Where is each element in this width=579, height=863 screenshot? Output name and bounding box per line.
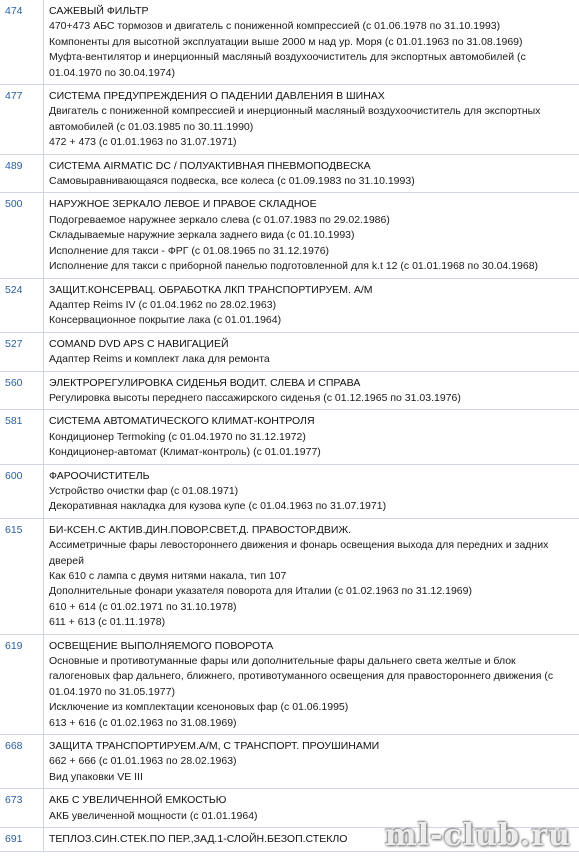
option-code[interactable]: 668 — [0, 735, 44, 789]
option-detail-line: АКБ увеличенной мощности (с 01.01.1964) — [49, 809, 258, 822]
option-detail-line: Ассиметричные фары левостороннего движения и фонарь освещения выхода для передних и задних дверей — [49, 539, 549, 567]
option-title: СИСТЕМА АВТОМАТИЧЕСКОГО КЛИМАТ-КОНТРОЛЯ — [49, 415, 315, 428]
option-title: ФАРООЧИСТИТЕЛЬ — [49, 469, 150, 482]
option-detail-line: Декоративная накладка для кузова купе (с 01.04.1963 по 31.07.1971) — [49, 500, 387, 513]
option-code[interactable]: 600 — [0, 464, 44, 518]
option-detail-line: Компоненты для высотной эксплуатации выше 2000 м над ур. Моря (с 01.01.1963 по 31.08.1969) — [49, 35, 523, 48]
option-code[interactable]: 477 — [0, 85, 44, 155]
option-detail-line: 611 + 613 (с 01.11.1978) — [49, 616, 166, 629]
option-title: ЗАЩИТА ТРАНСПОРТИРУЕМ.А/М, С ТРАНСПОРТ. ПРОУШИНАМИ — [49, 740, 380, 753]
option-description — [44, 0, 579, 85]
option-title: COMAND DVD APS С НАВИГАЦИЕЙ — [49, 337, 229, 350]
option-detail-line: Кондиционер Termoking (с 01.04.1970 по 31.12.1972) — [49, 430, 306, 443]
option-row — [0, 0, 579, 85]
option-row — [0, 154, 579, 193]
option-code[interactable]: 474 — [0, 0, 44, 85]
option-title: БИ-КСЕН.С АКТИВ.ДИН.ПОВОР.СВЕТ.Д. ПРАВОСТОР.ДВИЖ. — [49, 523, 352, 536]
option-code[interactable]: 489 — [0, 154, 44, 193]
option-title: ОСВЕЩЕНИЕ ВЫПОЛНЯЕМОГО ПОВОРОТА — [49, 639, 274, 652]
option-description — [44, 154, 579, 193]
option-detail-line: Адаптер Reims IV (с 01.04.1962 по 28.02.1963) — [49, 298, 277, 311]
option-row — [0, 332, 579, 371]
option-description — [44, 85, 579, 155]
option-title: ЗАЩИТ.КОНСЕРВАЦ. ОБРАБОТКА ЛКП ТРАНСПОРТИРУЕМ. А/М — [49, 283, 373, 296]
option-code[interactable]: 560 — [0, 371, 44, 410]
option-description — [44, 464, 579, 518]
option-code[interactable]: 524 — [0, 278, 44, 332]
watermark-logo: ml-club.ru — [384, 818, 571, 853]
option-description — [44, 735, 579, 789]
option-detail-line: Вид упаковки VE III — [49, 770, 143, 783]
option-code[interactable]: 500 — [0, 193, 44, 278]
option-description — [44, 518, 579, 634]
option-description — [44, 410, 579, 464]
option-detail-line: 613 + 616 (с 01.02.1963 по 31.08.1969) — [49, 716, 237, 729]
option-title: АКБ С УВЕЛИЧЕННОЙ ЕМКОСТЬЮ — [49, 794, 227, 807]
option-row — [0, 85, 579, 155]
option-row — [0, 410, 579, 464]
option-code[interactable]: 527 — [0, 332, 44, 371]
option-row — [0, 464, 579, 518]
option-title: САЖЕВЫЙ ФИЛЬТР — [49, 5, 149, 17]
option-detail-line: 472 + 473 (с 01.01.1963 по 31.07.1971) — [49, 136, 237, 149]
option-title: СИСТЕМА AIRMATIC DC / ПОЛУАКТИВНАЯ ПНЕВМОПОДВЕСКА — [49, 159, 371, 172]
option-detail-line: Складываемые наружние зеркала заднего вида (с 01.10.1993) — [49, 229, 355, 242]
option-title: СИСТЕМА ПРЕДУПРЕЖДЕНИЯ О ПАДЕНИИ ДАВЛЕНИЯ В ШИНАХ — [49, 90, 385, 103]
option-detail-line: Дополнительные фонари указателя поворота для Италии (с 01.02.1963 по 31.12.1969) — [49, 585, 472, 598]
option-detail-line: Основные и противотуманные фары или дополнительные фары дальнего света желтые и блок галогеновых фар дальнего, ближнего, противотуманного освещения для правостороннего движения (с 01.04.1970 по 31.05.1977) — [49, 655, 554, 698]
option-title: ЭЛЕКТРОРЕГУЛИРОВКА СИДЕНЬЯ ВОДИТ. СЛЕВА И СПРАВА — [49, 376, 361, 389]
option-description — [44, 371, 579, 410]
option-detail-line: Устройство очистки фар (с 01.08.1971) — [49, 484, 239, 497]
option-row — [0, 518, 579, 634]
option-row — [0, 371, 579, 410]
option-detail-line: 470+473 АБС тормозов и двигатель с пониженной компрессией (с 01.06.1978 по 31.10.1993) — [49, 20, 501, 33]
option-detail-line: Двигатель с пониженной компрессией и инерционный масляный воздухоочиститель для экспортных автомобилей (с 01.03.1985 по 30.11.1990) — [49, 105, 541, 133]
option-detail-line: Как 610 с лампа с двумя нитями накала, тип 107 — [49, 570, 287, 582]
option-detail-line: Исполнение для такси с приборной панелью подготовленной для k.t 12 (с 01.01.1968 по 30.04.1968) — [49, 260, 539, 273]
option-row — [0, 193, 579, 278]
option-detail-line: Кондиционер-автомат (Климат-контроль) (с 01.01.1977) — [49, 446, 321, 459]
option-code[interactable]: 673 — [0, 789, 44, 828]
option-title: НАРУЖНОЕ ЗЕРКАЛО ЛЕВОЕ И ПРАВОЕ СКЛАДНОЕ — [49, 198, 317, 211]
option-detail-line: Регулировка высоты переднего пассажирского сиденья (с 01.12.1965 по 31.03.1976) — [49, 391, 461, 404]
option-row — [0, 735, 579, 789]
option-detail-line: Исполнение для такси - ФРГ (с 01.08.1965 по 31.12.1976) — [49, 244, 330, 257]
option-row — [0, 278, 579, 332]
option-detail-line: Подогреваемое наружнее зеркало слева (с 01.07.1983 по 29.02.1986) — [49, 213, 390, 226]
option-code[interactable]: 619 — [0, 634, 44, 734]
option-detail-line: Адаптер Reims и комплект лака для ремонта — [49, 353, 270, 366]
option-description — [44, 634, 579, 734]
option-detail-line: Консервационное покрытие лака (с 01.01.1964) — [49, 314, 282, 327]
option-code[interactable]: 581 — [0, 410, 44, 464]
option-description — [44, 332, 579, 371]
option-row — [0, 634, 579, 734]
option-code[interactable]: 615 — [0, 518, 44, 634]
option-detail-line: 662 + 666 (с 01.01.1963 по 28.02.1963) — [49, 755, 237, 768]
option-detail-line: Муфта-вентилятор и инерционный масляный воздухоочиститель для экспортных автомобилей (с 01.04.1970 по 30.04.1974) — [49, 51, 526, 79]
option-description — [44, 278, 579, 332]
option-detail-line: Исключение из комплектации ксеноновых фар (с 01.06.1995) — [49, 701, 349, 714]
option-title: ТЕПЛОЗ.СИН.СТЕК.ПО ПЕР.,ЗАД.1-СЛОЙН.БЕЗОП.СТЕКЛО — [49, 833, 348, 846]
option-description — [44, 193, 579, 278]
option-detail-line: Самовыравнивающаяся подвеска, все колеса (с 01.09.1983 по 31.10.1993) — [49, 175, 415, 188]
option-code[interactable]: 691 — [0, 828, 44, 851]
option-detail-line: 610 + 614 (с 01.02.1971 по 31.10.1978) — [49, 600, 237, 613]
